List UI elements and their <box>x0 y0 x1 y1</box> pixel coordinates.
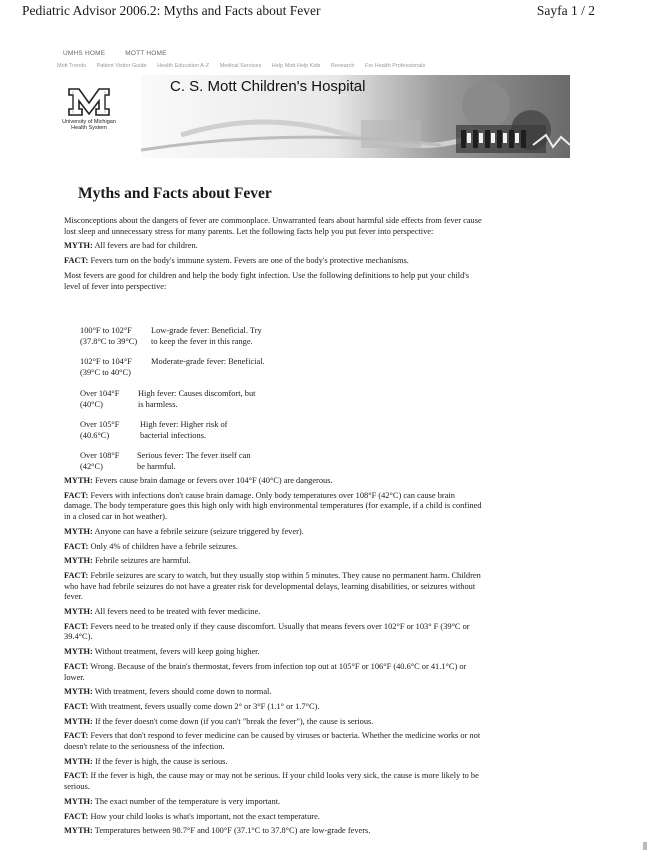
site-header <box>55 50 570 158</box>
fact-item <box>64 662 484 683</box>
item-label: MYTH: <box>64 716 93 726</box>
myth-fact-item <box>64 241 484 252</box>
item-text: All fevers need to be treated with fever medicine. <box>94 607 261 617</box>
item-text: Fevers with infections don't cause brain damage. Only body temperatures over 108°F (42°C) can cause brain damage. The body temperature goes this high only with high environmental temperatures (for example, if a child is confined in a closed car in hot weather). <box>64 490 482 522</box>
fact-item <box>64 542 484 553</box>
item-text: Without treatment, fevers will keep going higher. <box>94 647 260 657</box>
item-label: MYTH: <box>64 796 93 806</box>
item-text: Fevers that don't respond to fever medicine can be caused by viruses or bacteria. Whether the medicine works or not doesn't relate to the seriousness of the infection. <box>64 731 481 752</box>
subnav-item[interactable]: Medical Services <box>219 63 262 69</box>
item-text: All fevers are bad for children. <box>94 241 198 251</box>
intro-paragraph-2: Most fevers are good for children and help the body fight infection. Use the following definitions to help put your child's level of fever into perspective: <box>64 270 470 291</box>
fact-item <box>64 771 484 792</box>
page-number: Sayfa 1 / 2 <box>536 3 595 18</box>
fact-item <box>64 731 484 752</box>
item-label: MYTH: <box>64 826 93 836</box>
myth-fact-item <box>64 256 484 267</box>
nav-mott-home[interactable]: MOTT HOME <box>125 50 167 57</box>
sub-nav <box>57 63 570 69</box>
myth-item <box>64 476 484 487</box>
fact-item <box>64 491 484 523</box>
item-text: Febrile seizures are harmful. <box>94 556 191 566</box>
fact-item <box>64 812 484 823</box>
item-text: With treatment, fevers usually come down 2° or 3°F (1.1° or 1.7°C). <box>90 701 320 711</box>
myth-item <box>64 527 484 538</box>
item-label: FACT: <box>64 621 89 631</box>
top-nav <box>63 50 185 57</box>
item-label: MYTH: <box>64 687 93 697</box>
item-label: FACT: <box>64 701 89 711</box>
intro-paragraph: Misconceptions about the dangers of fever are commonplace. Unwarranted fears about harmful side effects from fever cause lost sleep and unnecessary stress for many parents. Let the following facts help you put fever into perspective: <box>64 216 482 236</box>
fever-description: Serious fever: The fever itself can be harmful. <box>137 451 251 471</box>
item-text: Wrong. Because of the brain's thermostat, fevers from infection top out at 105°F or 106°F (40.6°C or 41.1°C) or lower. <box>64 661 467 682</box>
fever-range: 102°F to 104°F (39°C to 40°C) <box>80 357 132 377</box>
fever-range: Over 105°F (40.6°C) <box>80 420 120 440</box>
subnav-item[interactable]: Health Education A-Z <box>157 63 210 69</box>
item-label: FACT: <box>64 570 89 580</box>
item-text: Only 4% of children have a febrile seizures. <box>90 541 238 551</box>
myth-item <box>64 717 484 728</box>
item-label: FACT: <box>64 256 89 266</box>
fever-description: Low-grade fever: Beneficial. Try to keep the fever in this range. <box>151 326 262 346</box>
fact-item <box>64 622 484 643</box>
subnav-item[interactable]: Patient Visitor Guide <box>96 63 147 69</box>
fever-range: 100°F to 102°F (37.8°C to 39°C) <box>80 326 138 346</box>
intro-section <box>64 216 484 296</box>
item-text: If the fever is high, the cause is serious. <box>94 756 228 766</box>
myth-item <box>64 826 484 837</box>
item-label: FACT: <box>64 811 89 821</box>
item-text: Fevers need to be treated only if they cause discomfort. Usually that means fevers over 102°F or 103° F (39°C or 39.4°C). <box>64 621 470 642</box>
fact-item <box>64 702 484 713</box>
item-text: If the fever is high, the cause may or may not be serious. If your child looks very sick, the cause is more likely to be serious. <box>64 771 479 792</box>
subnav-item[interactable]: For Health Professionals <box>365 63 426 69</box>
fact-item <box>64 571 484 603</box>
myth-item <box>64 687 484 698</box>
block-m-logo[interactable] <box>67 87 111 117</box>
item-label: FACT: <box>64 490 89 500</box>
item-text: Anyone can have a febrile seizure (seizure triggered by fever). <box>94 526 304 536</box>
logo-caption: University of Michigan Health System <box>62 119 116 131</box>
item-text: If the fever doesn't come down (if you can't "break the fever"), the cause is serious. <box>94 716 374 726</box>
item-label: MYTH: <box>64 241 93 251</box>
fever-description: High fever: Higher risk of bacterial infections. <box>140 420 228 440</box>
hospital-name: C. S. Mott Children's Hospital <box>170 78 366 95</box>
item-label: MYTH: <box>64 556 93 566</box>
item-label: MYTH: <box>64 756 93 766</box>
fever-description: High fever: Causes discomfort, but is harmless. <box>138 389 256 409</box>
myth-item <box>64 647 484 658</box>
myths-facts-list <box>64 476 484 841</box>
page-title: Pediatric Advisor 2006.2: Myths and Facts about Fever <box>22 3 321 18</box>
item-text: Temperatures between 98.7°F and 100°F (37.1°C to 37.8°C) are low-grade fevers. <box>94 826 371 836</box>
subnav-item[interactable]: Research <box>330 63 355 69</box>
item-label: MYTH: <box>64 476 93 485</box>
item-label: MYTH: <box>64 526 93 536</box>
item-text: With treatment, fevers should come down to normal. <box>94 687 272 697</box>
item-label: FACT: <box>64 541 89 551</box>
item-label: FACT: <box>64 731 89 741</box>
myth-item <box>64 797 484 808</box>
item-text: How your child looks is what's important, not the exact temperature. <box>90 811 320 821</box>
item-text: Fevers cause brain damage or fevers over 104°F (40°C) are dangerous. <box>94 476 333 485</box>
scan-edge-mark <box>643 842 647 850</box>
fever-range: Over 108°F (42°C) <box>80 451 120 471</box>
subnav-item[interactable]: Help Mott Help Kids <box>271 63 321 69</box>
myth-item <box>64 757 484 768</box>
nav-umhs-home[interactable]: UMHS HOME <box>63 50 106 57</box>
item-label: FACT: <box>64 661 89 671</box>
item-label: MYTH: <box>64 607 93 617</box>
item-text: Febrile seizures are scary to watch, but they usually stop within 5 minutes. They cause no permanent harm. Children who have had febrile seizures do not have a greater risk for developmental delays, learning disabilities, or seizures without fever. <box>64 570 481 602</box>
item-text: Fevers turn on the body's immune system. Fevers are one of the body's protective mechanisms. <box>90 256 409 266</box>
myth-item <box>64 607 484 618</box>
document-title: Myths and Facts about Fever <box>78 185 272 202</box>
item-label: MYTH: <box>64 647 93 657</box>
item-label: FACT: <box>64 771 89 781</box>
subnav-item[interactable]: Mott Trends <box>57 63 87 69</box>
fever-description: Moderate-grade fever: Beneficial. <box>151 357 265 366</box>
fever-range: Over 104°F (40°C) <box>80 389 120 409</box>
item-text: The exact number of the temperature is very important. <box>94 796 281 806</box>
myth-item <box>64 556 484 567</box>
